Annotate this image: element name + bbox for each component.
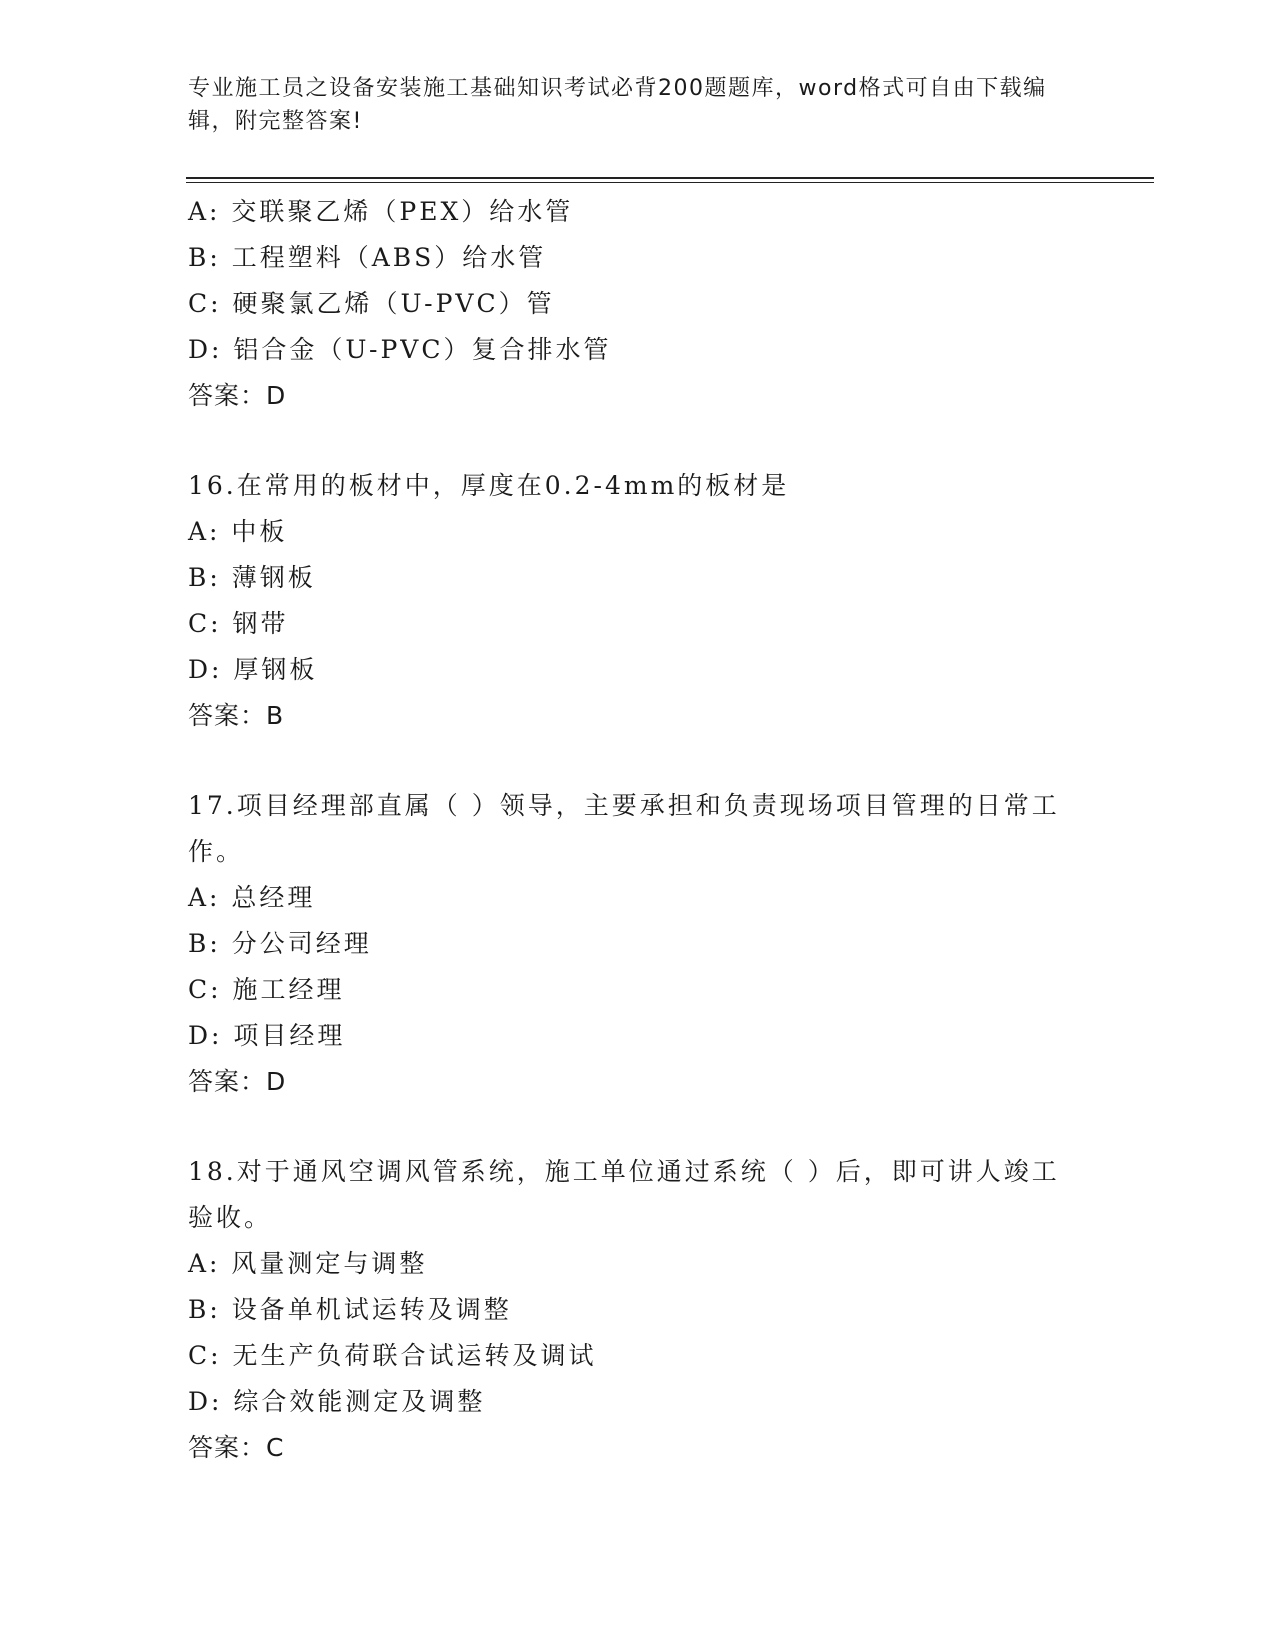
option-a: A: 交联聚乙烯（PEX）给水管 xyxy=(188,197,574,226)
answer: 答案：D xyxy=(188,1067,287,1096)
option-a: A: 总经理 xyxy=(188,883,316,912)
option-b: B: 工程塑料（ABS）给水管 xyxy=(188,243,547,272)
question-list xyxy=(188,189,1088,1471)
question-stem: 18.对于通风空调风管系统，施工单位通过系统（ ）后，即可讲人竣工验收。 xyxy=(188,1157,1060,1232)
question-16 xyxy=(188,463,1088,739)
option-b: B: 分公司经理 xyxy=(188,929,372,958)
question-18 xyxy=(188,1149,1088,1471)
option-b: B: 设备单机试运转及调整 xyxy=(188,1295,512,1324)
option-d: D: 铝合金（U-PVC）复合排水管 xyxy=(188,335,612,364)
header-rule-thick xyxy=(186,177,1154,179)
option-c: C: 无生产负荷联合试运转及调试 xyxy=(188,1341,597,1370)
question-15 xyxy=(188,189,1088,419)
spacer xyxy=(188,419,1088,463)
question-stem: 17.项目经理部直属（ ）领导，主要承担和负责现场项目管理的日常工作。 xyxy=(188,791,1060,866)
option-c: C: 施工经理 xyxy=(188,975,345,1004)
option-d: D: 项目经理 xyxy=(188,1021,346,1050)
spacer xyxy=(188,739,1088,783)
option-a: A: 风量测定与调整 xyxy=(188,1249,428,1278)
answer: 答案：C xyxy=(188,1433,285,1462)
answer: 答案：B xyxy=(188,701,285,730)
option-d: D: 厚钢板 xyxy=(188,655,318,684)
option-c: C: 钢带 xyxy=(188,609,289,638)
spacer xyxy=(188,1105,1088,1149)
option-a: A: 中板 xyxy=(188,517,288,546)
header-rule-thin xyxy=(186,182,1154,183)
question-stem: 16.在常用的板材中，厚度在0.2-4mm的板材是 xyxy=(188,471,790,500)
question-17 xyxy=(188,783,1088,1105)
document-header: 专业施工员之设备安装施工基础知识考试必背200题题库，word格式可自由下载编辑，附完整答案! xyxy=(188,76,1047,134)
answer: 答案：D xyxy=(188,381,287,410)
option-b: B: 薄钢板 xyxy=(188,563,316,592)
option-d: D: 综合效能测定及调整 xyxy=(188,1387,486,1416)
option-c: C: 硬聚氯乙烯（U-PVC）管 xyxy=(188,289,555,318)
